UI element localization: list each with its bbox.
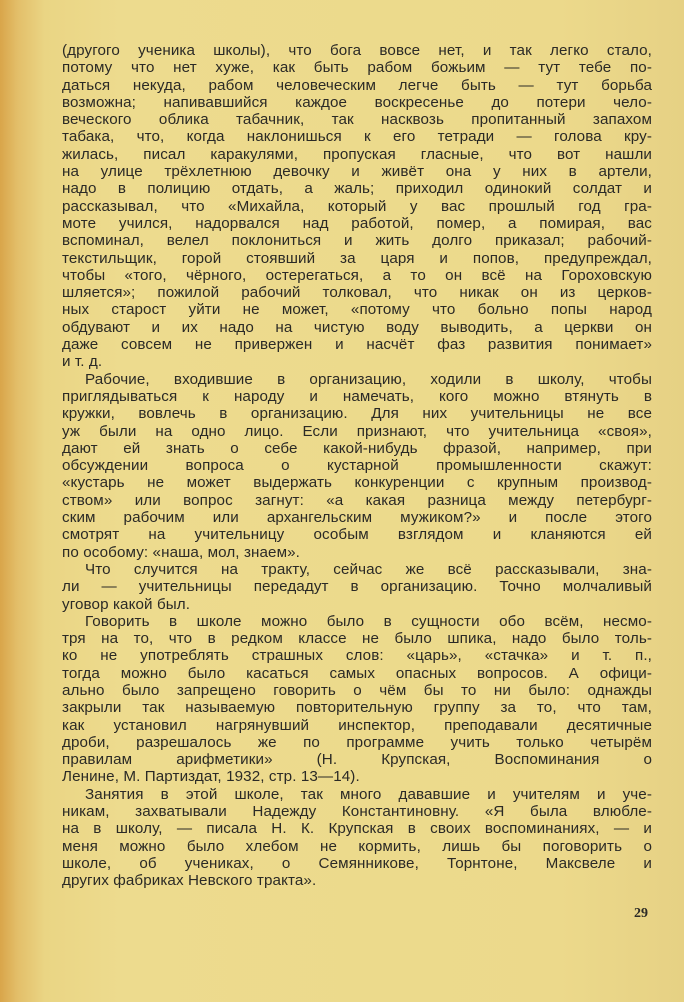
text-line: дают ей знать о себе какой-нибудь фразой, например, при xyxy=(62,439,652,457)
text-line: приглядываться к народу и намечать, кого можно втянуть в xyxy=(62,387,652,405)
text-line: Занятия в этой школе, так много дававшие и учителям и уче- xyxy=(85,785,652,803)
text-line: на улице трёхлетнюю девочку и живёт она у них в артели, xyxy=(62,163,652,181)
paragraph xyxy=(62,371,652,561)
paragraph xyxy=(62,613,652,786)
book-page-text xyxy=(62,42,652,890)
text-line: на в школу, — писала Н. К. Крупская в своих воспоминаниях, — и xyxy=(62,820,652,838)
text-line: возможна; напивавшийся каждое воскресенье до потери чело- xyxy=(62,93,652,111)
text-line: кружки, вовлечь в организацию. Для них учительницы не все xyxy=(62,405,652,423)
text-line: Что случится на тракту, сейчас же всё рассказывали, зна- xyxy=(85,560,652,578)
text-line: жилась, писал каракулями, пропуская гласные, что вот нашли xyxy=(62,145,652,163)
text-line: «кустарь не может выдержать конкуренции с крупным производ- xyxy=(62,474,652,492)
text-line: правилам арифметики» (Н. Крупская, Воспоминания о xyxy=(62,751,652,769)
text-line: (другого ученика школы), что бога вовсе нет, и так легко стало, xyxy=(62,42,652,59)
text-line: уговор какой был. xyxy=(62,595,191,613)
text-line: как установил нагрянувший инспектор, преподавали десятичные xyxy=(62,716,652,734)
page-number: 29 xyxy=(634,906,648,921)
text-line: ли — учительницы передадут в организацию. Точно молчаливый xyxy=(62,578,652,596)
text-line: веческого облика табачник, так насквозь пропитанный запахом xyxy=(62,111,652,129)
text-line: тогда можно было касаться самых опасных вопросов. А офици- xyxy=(62,664,652,682)
text-line: дроби, разрешалось же по программе учить только четырём xyxy=(62,733,652,751)
paragraph xyxy=(62,786,652,890)
text-line: ных старост уйти не может, «потому что больно попы народ xyxy=(62,301,652,319)
text-line: уж были на одно лицо. Если признают, что учительница «своя», xyxy=(62,422,652,440)
paragraph xyxy=(62,561,652,613)
text-line: других фабриках Невского тракта». xyxy=(62,872,317,890)
text-line: ством» или вопрос загнут: «а какая разница между петербург- xyxy=(62,491,652,509)
text-line: потому что нет хуже, как быть рабом божьим — тут тебе по- xyxy=(62,59,652,77)
text-line: по особому: «наша, мол, знаем». xyxy=(62,543,300,561)
text-line: обдувают и их надо на чистую воду выводить, а церкви он xyxy=(62,318,652,336)
text-line: Рабочие, входившие в организацию, ходили в школу, чтобы xyxy=(85,370,652,388)
text-line: текстильщик, горой стоявший за царя и попов, предупреждал, xyxy=(62,249,652,267)
text-line: даже совсем не привержен и насчёт фаз развития понимает» xyxy=(62,336,652,354)
text-line: шляется»; пожилой рабочий толковал, что никак он из церков- xyxy=(62,284,652,302)
text-line: школе, об учениках, о Семянникове, Торнтоне, Максвеле и xyxy=(62,854,652,872)
text-line: Говорить в школе можно было в сущности обо всём, несмо- xyxy=(85,612,652,630)
text-line: табака, что, когда наклонишься к его тетради — голова кру- xyxy=(62,128,652,146)
text-line: рассказывал, что «Михайла, который у вас прошлый год гра- xyxy=(62,197,652,215)
text-line: чтобы «того, чёрного, остерегаться, а то он всё на Гороховскую xyxy=(62,266,652,284)
text-line: меня можно было хлебом не кормить, лишь бы поговорить о xyxy=(62,837,652,855)
text-line: и т. д. xyxy=(62,353,103,371)
text-line: обсуждении вопроса о кустарной промышленности скажут: xyxy=(62,457,652,475)
text-line: тря на то, что в редком классе не было шпика, надо было толь- xyxy=(62,630,652,648)
text-line: моте учился, надорвался над работой, помер, а помирая, вас xyxy=(62,214,652,232)
text-line: ко не употреблять страшных слов: «царь», «стачка» и т. п., xyxy=(62,647,652,665)
text-line: ским рабочим или архангельским мужиком?» и после этого xyxy=(62,509,652,527)
text-line: надо в полицию отдать, а жаль; приходил одинокий солдат и xyxy=(62,180,652,198)
text-line: закрыли так называемую повторительную группу за то, что там, xyxy=(62,699,652,717)
text-line: ально было запрещено говорить о чём бы то ни было: однажды xyxy=(62,681,652,699)
text-line: даться некуда, рабом человеческим легче быть — тут борьба xyxy=(62,76,652,94)
text-line: вспоминал, велел поклониться и жить долго приказал; рабочий- xyxy=(62,232,652,250)
text-line: Ленине, М. Партиздат, 1932, стр. 13—14). xyxy=(62,768,360,786)
text-line: смотрят на учительницу особым взглядом и кланяются ей xyxy=(62,526,652,544)
text-line: никам, захватывали Надежду Константиновну. «Я была влюбле- xyxy=(62,803,652,821)
paragraph xyxy=(62,42,652,371)
